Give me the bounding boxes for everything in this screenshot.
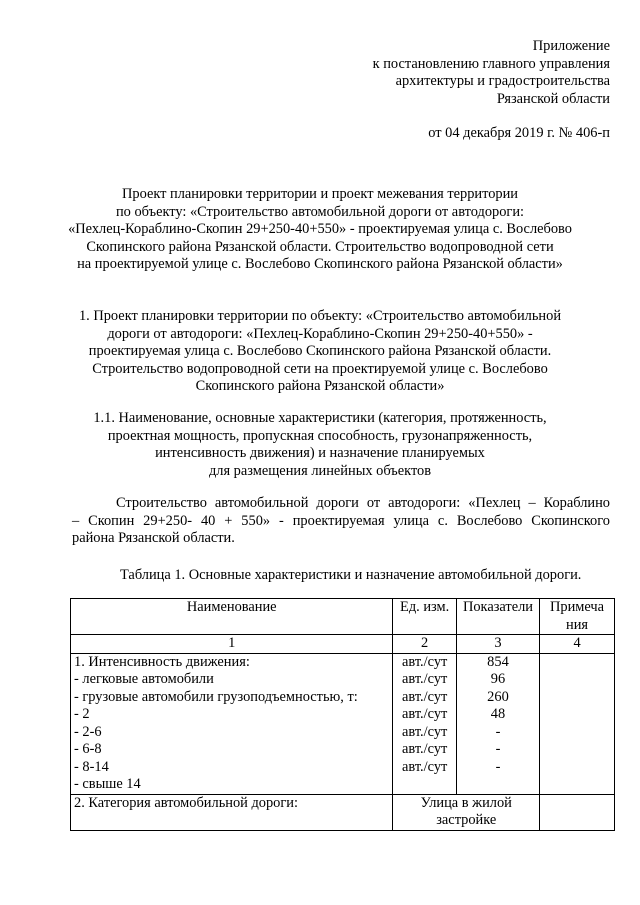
column-number: 3 xyxy=(456,635,539,654)
paragraph-line: – Скопин 29+250- 40 + 550» - проектируемая улица с. Вослебово Скопинского xyxy=(72,512,610,529)
project-title-line: по объекту: «Строительство автомобильной дороги от автодороги: xyxy=(115,203,525,220)
appendix-header xyxy=(373,38,610,108)
appendix-line: к постановлению главного управления xyxy=(372,55,610,72)
row-value-line: застройке xyxy=(436,812,497,828)
paragraph-line: района Рязанской области. xyxy=(72,530,235,546)
row-name-line: - 8-14 xyxy=(74,758,109,775)
row-value-line: - xyxy=(495,723,501,740)
section-title-line: 1. Проект планировки территории по объекту: «Строительство автомобильной xyxy=(78,308,562,324)
project-title-line: Проект планировки территории и проект межевания территории xyxy=(122,186,518,202)
project-title-line: «Пехлец-Кораблино-Скопин 29+250-40+550» - проектируемая улица с. Вослебово xyxy=(68,221,572,237)
header-note-part: Примеча xyxy=(550,599,605,615)
table-row xyxy=(71,794,615,830)
appendix-line: Приложение xyxy=(532,38,610,54)
row-unit-line: авт./сут xyxy=(402,653,448,670)
row-value-line: - xyxy=(495,758,501,775)
row-value-line: 854 xyxy=(487,653,509,670)
row-value-line: Улица в жилой xyxy=(420,794,512,811)
row-name-line: - свыше 14 xyxy=(74,776,141,792)
subsection-line: 1.1. Наименование, основные характеристики (категория, протяженность, xyxy=(93,410,547,426)
table-number-row xyxy=(71,635,615,654)
paragraph-line: Строительство автомобильной дороги от автодороги: «Пехлец – Кораблино xyxy=(116,495,610,511)
section-title-line: проектируемая улица с. Вослебово Скопинского района Рязанской области. xyxy=(88,343,552,359)
subsection-line: проектная мощность, пропускная способность, грузонапряженность, xyxy=(107,427,533,444)
section-title xyxy=(60,308,580,396)
appendix-line: Рязанской области xyxy=(496,90,610,107)
decree-date: от 04 декабря 2019 г. № 406-п xyxy=(428,125,610,141)
row-value-line: 48 xyxy=(490,706,506,722)
header-unit: Ед. изм. xyxy=(393,599,456,635)
row-name-line: - грузовые автомобили грузоподъемностью, т: xyxy=(74,688,358,705)
table-caption: Таблица 1. Основные характеристики и назначение автомобильной дороги. xyxy=(120,567,582,583)
row-name-line: - 2 xyxy=(74,706,90,722)
column-number: 1 xyxy=(71,635,393,654)
row-unit-line: авт./сут xyxy=(402,706,448,722)
appendix-line: архитектуры и градостроительства xyxy=(395,73,610,89)
header-note xyxy=(540,599,615,635)
project-title xyxy=(60,186,580,274)
row-value-line: 96 xyxy=(490,671,506,687)
row-note-cell xyxy=(540,794,615,830)
header-value: Показатели xyxy=(456,599,539,635)
project-title-line: на проектируемой улице с. Вослебово Скопинского района Рязанской области» xyxy=(77,256,563,272)
row-value-line: 260 xyxy=(487,688,509,705)
section-title-line: Строительство водопроводной сети на проектируемой улице с. Вослебово xyxy=(92,360,548,377)
row-unit-line: авт./сут xyxy=(402,688,448,705)
table-header-row xyxy=(71,599,615,635)
row-value-line: - xyxy=(495,741,501,757)
row-name-cell xyxy=(71,653,393,794)
column-number: 2 xyxy=(393,635,456,654)
subsection-line: интенсивность движения) и назначение планируемых xyxy=(155,445,485,461)
table-row xyxy=(71,653,615,794)
row-value-cell xyxy=(456,653,539,794)
row-note-cell xyxy=(540,653,615,794)
row-unit-line: авт./сут xyxy=(402,671,448,687)
row-name-line: - 2-6 xyxy=(74,723,102,740)
header-note-part: ния xyxy=(566,616,589,633)
section-title-line: дороги от автодороги: «Пехлец-Кораблино-Скопин 29+250-40+550» - xyxy=(107,325,533,342)
row-unit-line: авт./сут xyxy=(402,723,448,740)
column-number: 4 xyxy=(540,635,615,654)
row-unit-line: авт./сут xyxy=(402,741,448,757)
row-name-line: - легковые автомобили xyxy=(74,671,214,687)
row-unit-cell xyxy=(393,653,456,794)
row-name-line: - 6-8 xyxy=(74,741,102,757)
characteristics-table xyxy=(70,598,615,831)
section-title-line: Скопинского района Рязанской области» xyxy=(195,378,445,394)
row-unit-line: авт./сут xyxy=(402,758,448,775)
subsection-line: для размещения линейных объектов xyxy=(208,462,432,479)
row-name-line: 1. Интенсивность движения: xyxy=(74,653,250,670)
subsection-title xyxy=(60,410,580,480)
body-paragraph xyxy=(72,495,610,548)
project-title-line: Скопинского района Рязанской области. Строительство водопроводной сети xyxy=(86,238,554,255)
header-name: Наименование xyxy=(71,599,393,635)
row-value-cell xyxy=(393,794,540,830)
row-name-cell: 2. Категория автомобильной дороги: xyxy=(71,794,393,830)
